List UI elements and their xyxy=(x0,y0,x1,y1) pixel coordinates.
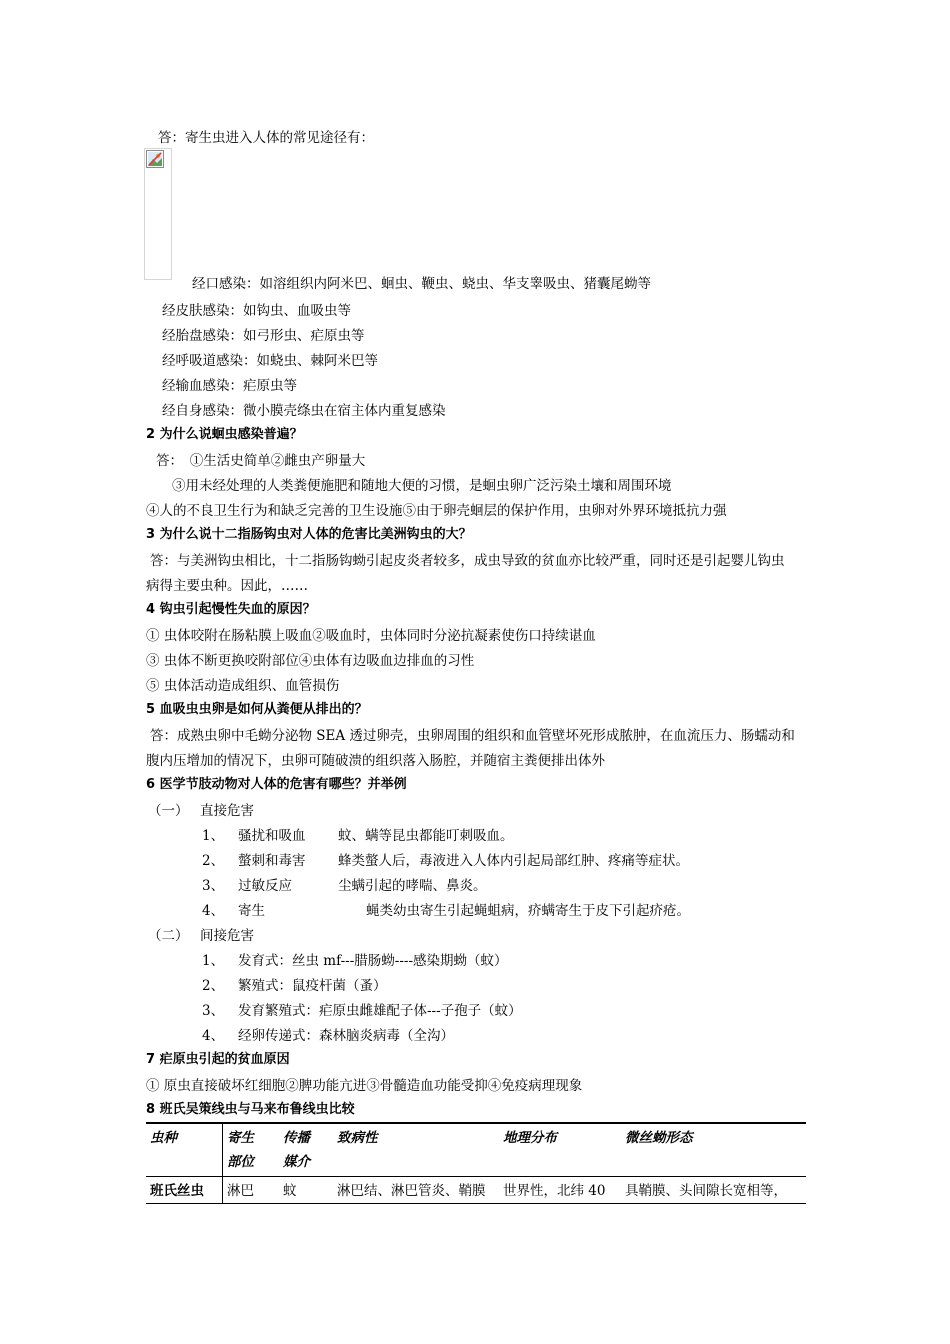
item-number: 4、 xyxy=(202,903,225,919)
cell-species: 班氏丝虫 xyxy=(146,1177,223,1204)
item-name: 螫刺和毒害 xyxy=(238,853,306,869)
comparison-table xyxy=(146,1122,806,1204)
route-line: 经输血感染：疟原虫等 xyxy=(162,378,297,394)
broken-image-icon xyxy=(146,150,164,168)
item-number: 3、 xyxy=(202,878,225,894)
answer-line: 答：与美洲钩虫相比，十二指肠钩蚴引起皮炎者较多，成虫导致的贫血亦比较严重，同时还是引起婴儿钩虫 xyxy=(150,553,785,569)
header-site-line1: 寄生 xyxy=(227,1130,254,1146)
question-8-title: 8 班氏吴策线虫与马来布鲁线虫比较 xyxy=(146,1102,355,1117)
item-number: 1、 xyxy=(202,953,225,969)
header-pathogenicity: 致病性 xyxy=(333,1123,499,1177)
section-heading: 间接危害 xyxy=(200,928,254,944)
item-text: 发育式：丝虫 mf---腊肠蚴----感染期蚴（蚊） xyxy=(238,953,508,969)
answer-line: ③ 虫体不断更换咬附部位④虫体有边吸血边排血的习性 xyxy=(146,653,475,669)
item-name: 寄生 xyxy=(238,903,265,919)
question-6-title: 6 医学节肢动物对人体的危害有哪些？并举例 xyxy=(146,777,407,792)
header-site-line2: 部位 xyxy=(227,1154,254,1170)
question-7-title: 7 疟原虫引起的贫血原因 xyxy=(146,1052,290,1067)
item-number: 3、 xyxy=(202,1003,225,1019)
section-label: （一） xyxy=(148,803,189,819)
item-description: 蜂类螫人后，毒液进入人体内引起局部红肿、疼痛等症状。 xyxy=(338,853,689,869)
item-name: 骚扰和吸血 xyxy=(238,828,306,844)
answer-line: 病得主要虫种。因此，…… xyxy=(146,578,308,594)
answer-line: 答： ①生活史简单②雌虫产卵量大 xyxy=(156,453,366,469)
item-text: 繁殖式：鼠疫杆菌（蚤） xyxy=(238,978,387,994)
item-description: 蚊、螨等昆虫都能叮刺吸血。 xyxy=(338,828,514,844)
table-row xyxy=(146,1177,806,1204)
intro-line: 答：寄生虫进入人体的常见途径有： xyxy=(158,130,374,146)
section-heading: 直接危害 xyxy=(200,803,254,819)
answer-line: ③用未经处理的人类粪便施肥和随地大便的习惯，是蛔虫卵广泛污染土壤和周围环境 xyxy=(172,478,672,494)
header-vector-line2: 媒介 xyxy=(283,1154,310,1170)
cell-morphology: 具鞘膜、头间隙长宽相等， xyxy=(625,1183,787,1199)
question-2-title: 2 为什么说蛔虫感染普遍？ xyxy=(146,427,303,442)
route-line: 经胎盘感染：如弓形虫、疟原虫等 xyxy=(162,328,365,344)
answer-line: ① 原虫直接破坏红细胞②脾功能亢进③骨髓造血功能受抑④免疫病理现象 xyxy=(146,1078,583,1094)
answer-line: 腹内压增加的情况下，虫卵可随破溃的组织落入肠腔，并随宿主粪便排出体外 xyxy=(146,753,605,769)
table-header-row xyxy=(146,1123,806,1177)
route-line: 经口感染：如溶组织内阿米巴、蛔虫、鞭虫、蛲虫、华支睾吸虫、猪囊尾蚴等 xyxy=(192,276,651,292)
item-number: 1、 xyxy=(202,828,225,844)
section-label: （二） xyxy=(148,928,189,944)
cell-site: 淋巴 xyxy=(227,1183,254,1199)
item-description: 尘螨引起的哮喘、鼻炎。 xyxy=(338,878,487,894)
answer-line: ④人的不良卫生行为和缺乏完善的卫生设施⑤由于卵壳蛔层的保护作用，虫卵对外界环境抵抗力强 xyxy=(146,503,727,519)
item-description: 蝇类幼虫寄生引起蝇蛆病，疥螨寄生于皮下引起疥疮。 xyxy=(366,903,690,919)
answer-line: ① 虫体咬附在肠粘膜上吸血②吸血时，虫体同时分泌抗凝素使伤口持续谌血 xyxy=(146,628,596,644)
broken-image-placeholder xyxy=(144,148,172,280)
route-line: 经自身感染：微小膜壳绦虫在宿主体内重复感染 xyxy=(162,403,446,419)
cell-pathogenicity: 淋巴结、淋巴管炎、鞘膜 xyxy=(337,1183,486,1199)
question-4-title: 4 钩虫引起慢性失血的原因？ xyxy=(146,602,316,617)
item-number: 4、 xyxy=(202,1028,225,1044)
item-number: 2、 xyxy=(202,978,225,994)
item-text: 经卵传递式：森林脑炎病毒（全沟） xyxy=(238,1028,454,1044)
header-distribution: 地理分布 xyxy=(499,1123,621,1177)
header-vector-line1: 传播 xyxy=(283,1130,310,1146)
route-line: 经呼吸道感染：如蛲虫、棘阿米巴等 xyxy=(162,353,378,369)
question-3-title: 3 为什么说十二指肠钩虫对人体的危害比美洲钩虫的大？ xyxy=(146,527,472,542)
cell-vector: 蚊 xyxy=(283,1183,297,1199)
cell-distribution: 世界性，北纬 40 xyxy=(503,1183,606,1199)
question-5-title: 5 血吸虫虫卵是如何从粪便从排出的？ xyxy=(146,702,368,717)
answer-line: ⑤ 虫体活动造成组织、血管损伤 xyxy=(146,678,340,694)
header-morphology: 微丝蚴形态 xyxy=(621,1123,806,1177)
answer-line: 答：成熟虫卵中毛蚴分泌物 SEA 透过卵壳，虫卵周围的组织和血管壁坏死形成脓肿，在血流压力、肠蠕动和 xyxy=(150,728,795,744)
header-site xyxy=(223,1123,280,1177)
header-vector xyxy=(279,1123,333,1177)
item-name: 过敏反应 xyxy=(238,878,292,894)
item-text: 发育繁殖式：疟原虫雌雄配子体---子孢子（蚊） xyxy=(238,1003,522,1019)
item-number: 2、 xyxy=(202,853,225,869)
header-species: 虫种 xyxy=(146,1123,223,1177)
route-line: 经皮肤感染：如钩虫、血吸虫等 xyxy=(162,303,351,319)
